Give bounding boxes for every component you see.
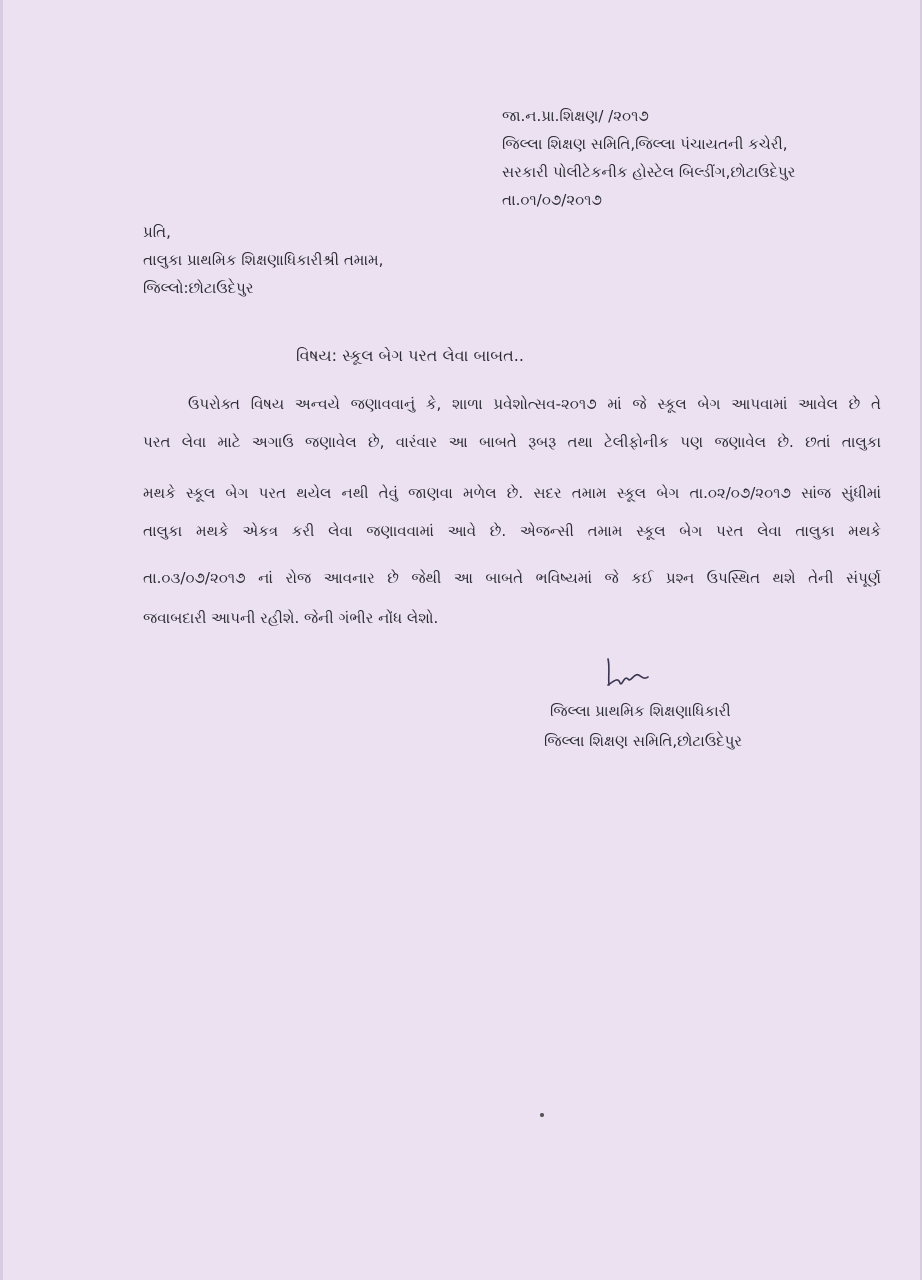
office-address-line-2: સરકારી પોલીટેકનીક હોસ્ટેલ બિલ્ડીંગ,છોટાઉદેપુર <box>502 163 796 181</box>
body-line-3: મથકે સ્કૂલ બેગ પરત થયેલ નથી તેવું જાણવા મળેલ છે. સદર તમામ સ્કૂલ બેગ તા.૦૨/૦૭/૨૦૧૭ સાંજ સુંધીમાં <box>143 484 881 502</box>
subject-line: વિષય: સ્કૂલ બેગ પરત લેવા બાબત.. <box>296 346 524 365</box>
signatory-title: જિલ્લા પ્રાથમિક શિક્ષણાધિકારી <box>550 702 731 720</box>
recipient-line-2: જિલ્લો:છોટાઉદેપુર <box>143 279 254 297</box>
scan-edge-left <box>0 0 3 1280</box>
body-line-4: તાલુકા મથકે એકત્ર કરી લેવા જણાવવામાં આવે છે. એજન્સી તમામ સ્કૂલ બેગ પરત લેવા તાલુકા મથકે <box>143 522 881 540</box>
body-line-6: જવાબદારી આપની રહીશે. જેની ગંભીર નોંધ લેશો. <box>143 609 439 627</box>
body-line-5: તા.૦૩/૦૭/૨૦૧૭ નાં રોજ આવનાર છે જેથી આ બાબતે ભવિષ્યમાં જે કઈ પ્રશ્ન ઉપસ્થિત થશે તેની સંપૂર્ણ <box>143 569 881 587</box>
office-address-line-1: જિલ્લા શિક્ષણ સમિતિ,જિલ્લા પંચાયતની કચેરી, <box>502 135 788 153</box>
signatory-office: જિલ્લા શિક્ષણ સમિતિ,છોટાઉદેપુર <box>544 732 743 750</box>
recipient-line-1: તાલુકા પ્રાથમિક શિક્ષણાધિકારીશ્રી તમામ, <box>143 251 384 269</box>
body-line-2: પરત લેવા માટે અગાઉ જણાવેલ છે, વારંવાર આ બાબતે રૂબરૂ તથા ટેલીફોનીક પણ જણાવેલ છે. છતાં તાલુકા <box>143 433 881 451</box>
handwritten-signature <box>604 655 652 691</box>
scan-speck <box>540 1113 544 1117</box>
recipient-salutation: પ્રતિ, <box>143 223 171 241</box>
reference-number: જા.ન.પ્રા.શિક્ષણ/ /૨૦૧૭ <box>502 107 649 125</box>
letter-date: તા.૦૧/૦૭/૨૦૧૭ <box>502 191 602 209</box>
body-line-1: ઉપરોક્ત વિષય અન્વયે જણાવવાનું કે, શાળા પ્રવેશોત્સવ-૨૦૧૭ માં જે સ્કૂલ બેગ આપવામાં આવેલ છે તે <box>188 395 881 413</box>
